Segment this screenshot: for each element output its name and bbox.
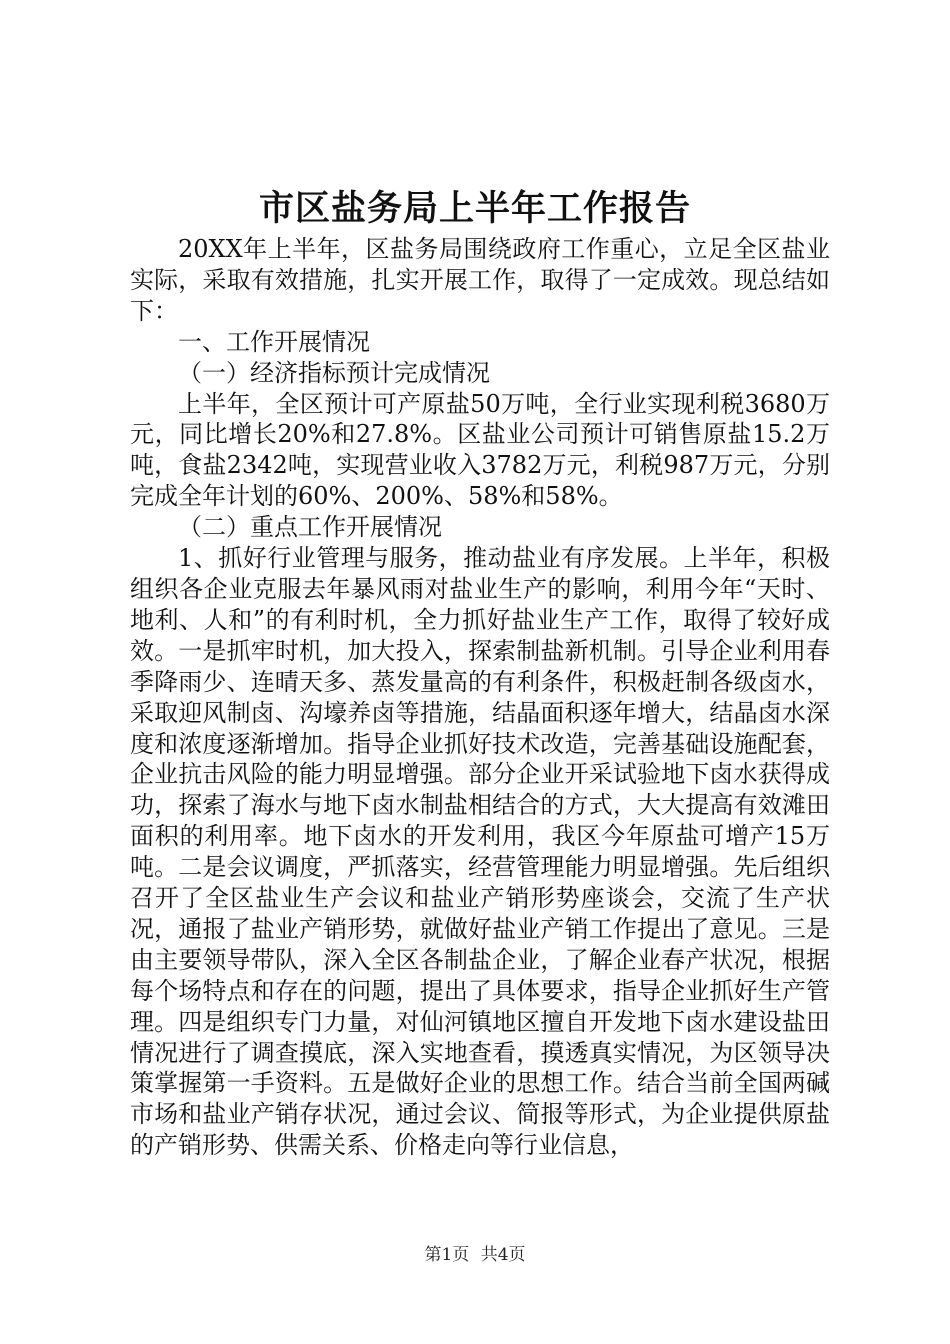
page-footer [0, 1243, 950, 1267]
section-heading-work-status: 一、工作开展情况 [178, 327, 370, 356]
intro-paragraph: 20XX年上半年，区盐务局围绕政府工作重心，立足全区盐业实际，采取有效措施，扎实开展工作，取得了一定成效。现总结如下： [130, 235, 830, 325]
page-total: 共4页 [480, 1245, 526, 1265]
subsection-heading-key-work: （二）重点工作开展情况 [178, 513, 442, 542]
document-title: 市区盐务局上半年工作报告 [258, 188, 691, 229]
subsection-heading-economic-indicators: （一）经济指标预计完成情况 [178, 358, 490, 387]
economic-indicators-paragraph: 上半年，全区预计可产原盐50万吨，全行业实现利税3680万元，同比增长20%和27.8%。区盐业公司预计可销售原盐15.2万吨，食盐2342吨，实现营业收入3782万元，利税987万元，分别完成全年计划的60%、200%、58%和58%。 [130, 389, 830, 511]
page-number: 第1页 [424, 1245, 470, 1265]
key-work-paragraph: 1、抓好行业管理与服务，推动盐业有序发展。上半年，积极组织各企业克服去年暴风雨对盐业生产的影响，利用今年“天时、地利、人和”的有利时机，全力抓好盐业生产工作，取得了较好成效。一是抓牢时机，加大投入，探索制盐新机制。引导企业利用春季降雨少、连晴天多、蒸发量高的有利条件，积极赶制各级卤水，采取迎风制卤、沟壕养卤等措施，结晶面积逐年增大，结晶卤水深度和浓度逐渐增加。指导企业抓好技术改造，完善基础设施配套，企业抗击风险的能力明显增强。部分企业开采试验地下卤水获得成功，探索了海水与地下卤水制盐相结合的方式，大大提高有效滩田面积的利用率。地下卤水的开发利用，我区今年原盐可增产15万吨。二是会议调度，严抓落实，经营管理能力明显增强。先后组织召开了全区盐业生产会议和盐业产销形势座谈会，交流了生产状况，通报了盐业产销形势，就做好盐业产销工作提出了意见。三是由主要领导带队，深入全区各制盐企业，了解企业春产状况，根据每个场特点和存在的问题，提出了具体要求，指导企业抓好生产管理。四是组织专门力量，对仙河镇地区擅自开发地下卤水建设盐田情况进行了调查摸底，深入实地查看，摸透真实情况，为区领导决策掌握第一手资料。五是做好企业的思想工作。结合当前全国两碱市场和盐业产销存状况，通过会议、简报等形式，为企业提供原盐的产销形势、供需关系、价格走向等行业信息， [130, 544, 830, 1160]
document-body [130, 234, 830, 1161]
